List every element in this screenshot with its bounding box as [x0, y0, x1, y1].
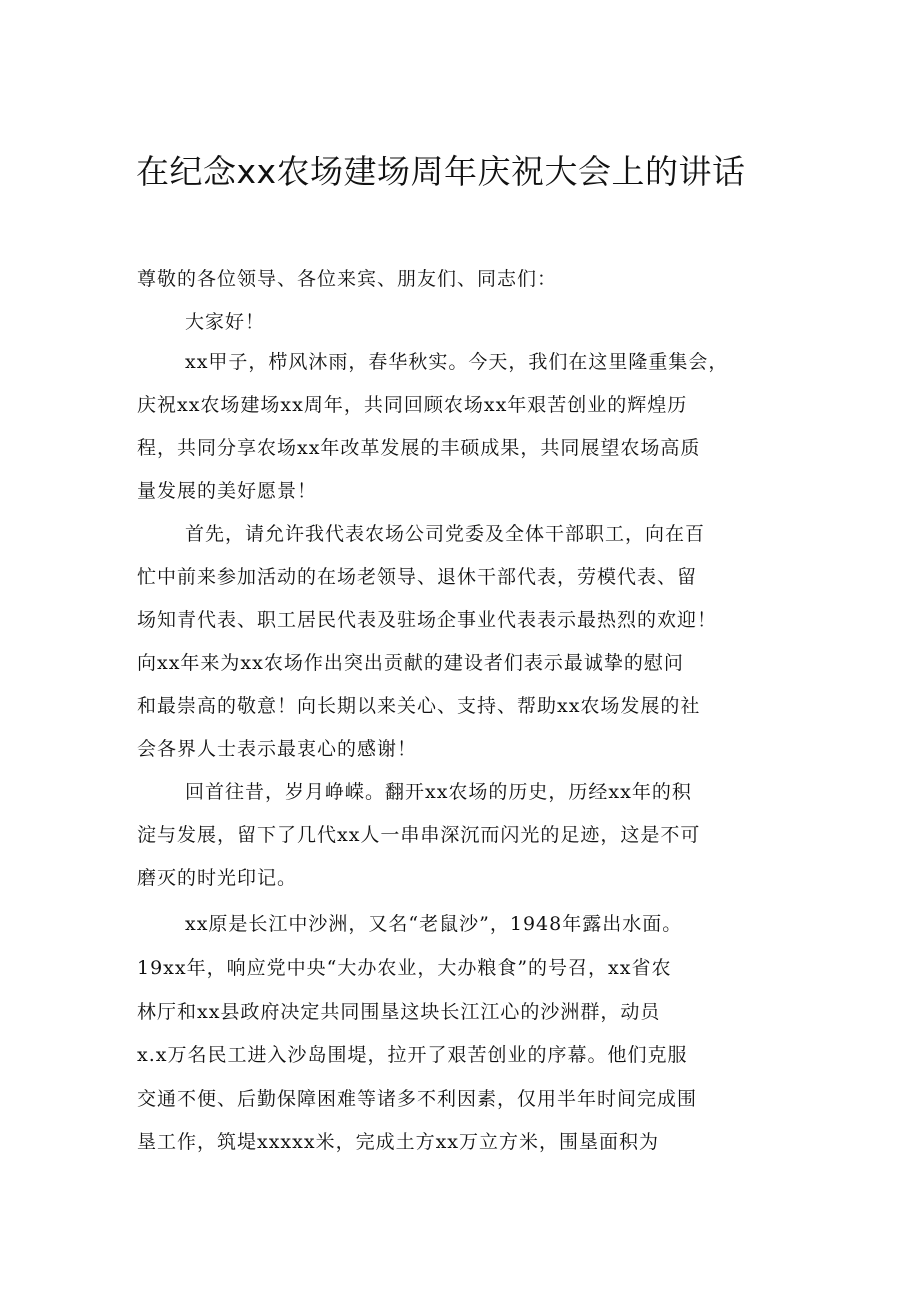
- paragraph-4-line-1: xx原是长江中沙洲，又名“老鼠沙”，1948年露出水面。: [185, 913, 683, 935]
- paragraph-4-line-6: 垦工作，筑堤xxxxx米，完成土方xx万立方米，围垦面积为: [137, 1131, 660, 1153]
- paragraph-4-line-5: 交通不便、后勤保障困难等诸多不利因素，仅用半年时间完成围: [137, 1088, 698, 1110]
- paragraph-4-line-2: 19xx年，响应党中央“大办农业，大办粮食”的号召，xx省农: [137, 957, 672, 979]
- paragraph-2-line-1: 首先，请允许我代表农场公司党委及全体干部职工，向在百: [185, 523, 706, 545]
- greeting-line: 大家好！: [185, 311, 266, 333]
- paragraph-3-line-2: 淀与发展，留下了几代xx人一串串深沉而闪光的足迹，这是不可: [137, 824, 701, 846]
- paragraph-2-line-2: 忙中前来参加活动的在场老领导、退休干部代表，劳模代表、留: [137, 566, 698, 588]
- paragraph-1-line-1: xx甲子，栉风沐雨，春华秋实。今天，我们在这里隆重集会，: [185, 351, 729, 373]
- paragraph-2-line-3: 场知青代表、职工居民代表及驻场企事业代表表示最热烈的欢迎！: [137, 609, 718, 631]
- paragraph-1-line-2: 庆祝xx农场建场xx周年，共同回顾农场xx年艰苦创业的辉煌历: [137, 394, 688, 416]
- document-title: 在纪念xx农场建场周年庆祝大会上的讲话: [136, 152, 746, 191]
- paragraph-1-line-4: 量发展的美好愿景！: [137, 480, 318, 502]
- paragraph-2-line-6: 会各界人士表示最衷心的感谢！: [137, 738, 418, 760]
- paragraph-1-line-3: 程，共同分享农场xx年改革发展的丰硕成果，共同展望农场高质: [137, 437, 701, 459]
- salutation: 尊敬的各位领导、各位来宾、朋友们、同志们：: [137, 268, 558, 290]
- paragraph-3-line-3: 磨灭的时光印记。: [137, 867, 298, 889]
- paragraph-2-line-5: 和最崇高的敬意！向长期以来关心、支持、帮助xx农场发展的社: [137, 695, 701, 717]
- paragraph-4-line-3: 林厅和xx县政府决定共同围垦这块长江江心的沙洲群，动员: [137, 1001, 661, 1023]
- paragraph-4-line-4: x.x万名民工进入沙岛围堤，拉开了艰苦创业的序幕。他们克服: [137, 1044, 688, 1066]
- paragraph-2-line-4: 向xx年来为xx农场作出突出贡献的建设者们表示最诚挚的慰问: [137, 652, 684, 674]
- paragraph-3-line-1: 回首往昔，岁月峥嵘。翻开xx农场的历史，历经xx年的积: [185, 781, 692, 803]
